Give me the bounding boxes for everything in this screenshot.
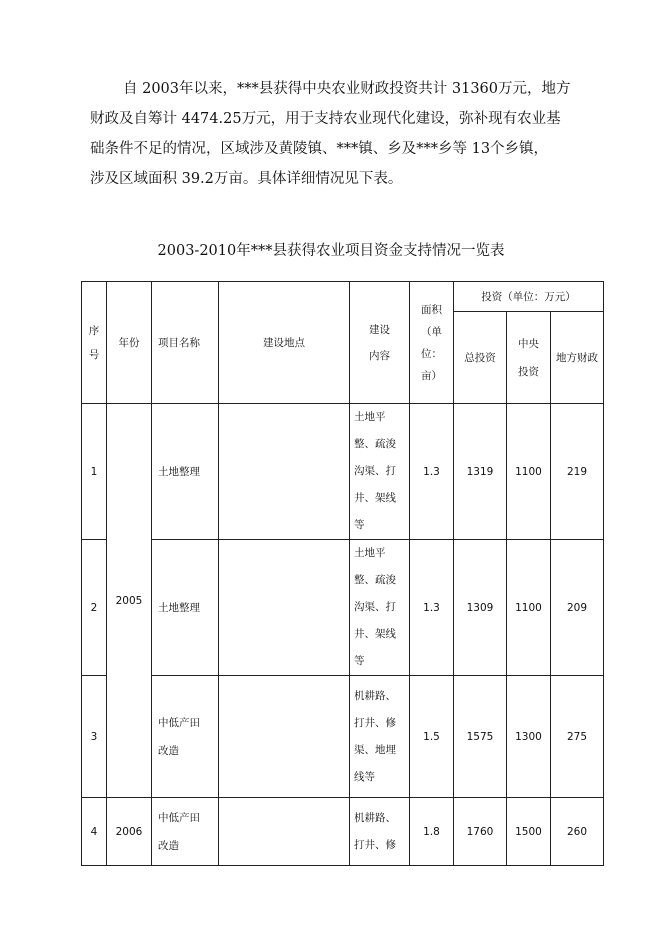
header-investment: 投资（单位：万元） <box>454 282 604 312</box>
cell-area: 1.5 <box>410 676 454 798</box>
cell-content: 机耕路、打井、修渠、地埋线等 <box>350 676 410 798</box>
cell-central: 1100 <box>507 540 551 676</box>
cell-central: 1100 <box>507 404 551 540</box>
intro-line-3: 础条件不足的情况，区域涉及黄陵镇、***镇、乡及***乡等 13个乡镇， <box>90 141 549 157</box>
header-seq: 序号 <box>82 282 107 404</box>
cell-year: 2005 <box>107 404 152 798</box>
cell-seq: 3 <box>82 676 107 798</box>
cell-area: 1.3 <box>410 404 454 540</box>
header-area: 面积（单位：亩） <box>410 282 454 404</box>
table-row <box>82 540 604 676</box>
cell-content: 土地平整、疏浚沟渠、打井、架线等 <box>350 540 410 676</box>
cell-location <box>219 798 350 866</box>
table-row <box>82 404 604 540</box>
cell-total: 1575 <box>454 676 507 798</box>
header-content: 建设内容 <box>350 282 410 404</box>
cell-name: 中低产田改造 <box>152 798 219 866</box>
intro-line-2: 财政及自筹计 4474.25万元，用于支持农业现代化建设，弥补现有农业基 <box>90 111 561 127</box>
intro-line-1: 自 2003年以来，***县获得中央农业财政投资共计 31360万元，地方 <box>123 81 571 97</box>
cell-local: 275 <box>551 676 604 798</box>
header-project-name: 项目名称 <box>152 282 219 404</box>
cell-local: 260 <box>551 798 604 866</box>
table-row <box>82 676 604 798</box>
cell-local: 219 <box>551 404 604 540</box>
cell-content: 土地平整、疏浚沟渠、打井、架线等 <box>350 404 410 540</box>
cell-total: 1319 <box>454 404 507 540</box>
cell-central: 1300 <box>507 676 551 798</box>
cell-content: 机耕路、打井、修 <box>350 798 410 866</box>
header-location: 建设地点 <box>219 282 350 404</box>
cell-total: 1309 <box>454 540 507 676</box>
cell-seq: 1 <box>82 404 107 540</box>
cell-year: 2006 <box>107 798 152 866</box>
cell-location <box>219 540 350 676</box>
table-caption: 2003-2010年***县获得农业项目资金支持情况一览表 <box>157 243 505 259</box>
intro-line-4: 涉及区域面积 39.2万亩。具体详细情况见下表。 <box>90 171 403 187</box>
cell-name: 土地整理 <box>152 540 219 676</box>
cell-name: 中低产田改造 <box>152 676 219 798</box>
cell-seq: 2 <box>82 540 107 676</box>
funding-table <box>81 281 604 866</box>
header-central: 中央投资 <box>507 312 551 404</box>
cell-location <box>219 404 350 540</box>
cell-central: 1500 <box>507 798 551 866</box>
cell-total: 1760 <box>454 798 507 866</box>
cell-location <box>219 676 350 798</box>
cell-name: 土地整理 <box>152 404 219 540</box>
header-local: 地方财政 <box>551 312 604 404</box>
cell-seq: 4 <box>82 798 107 866</box>
table-row <box>82 798 604 866</box>
header-total: 总投资 <box>454 312 507 404</box>
header-year: 年份 <box>107 282 152 404</box>
cell-area: 1.8 <box>410 798 454 866</box>
cell-local: 209 <box>551 540 604 676</box>
cell-area: 1.3 <box>410 540 454 676</box>
